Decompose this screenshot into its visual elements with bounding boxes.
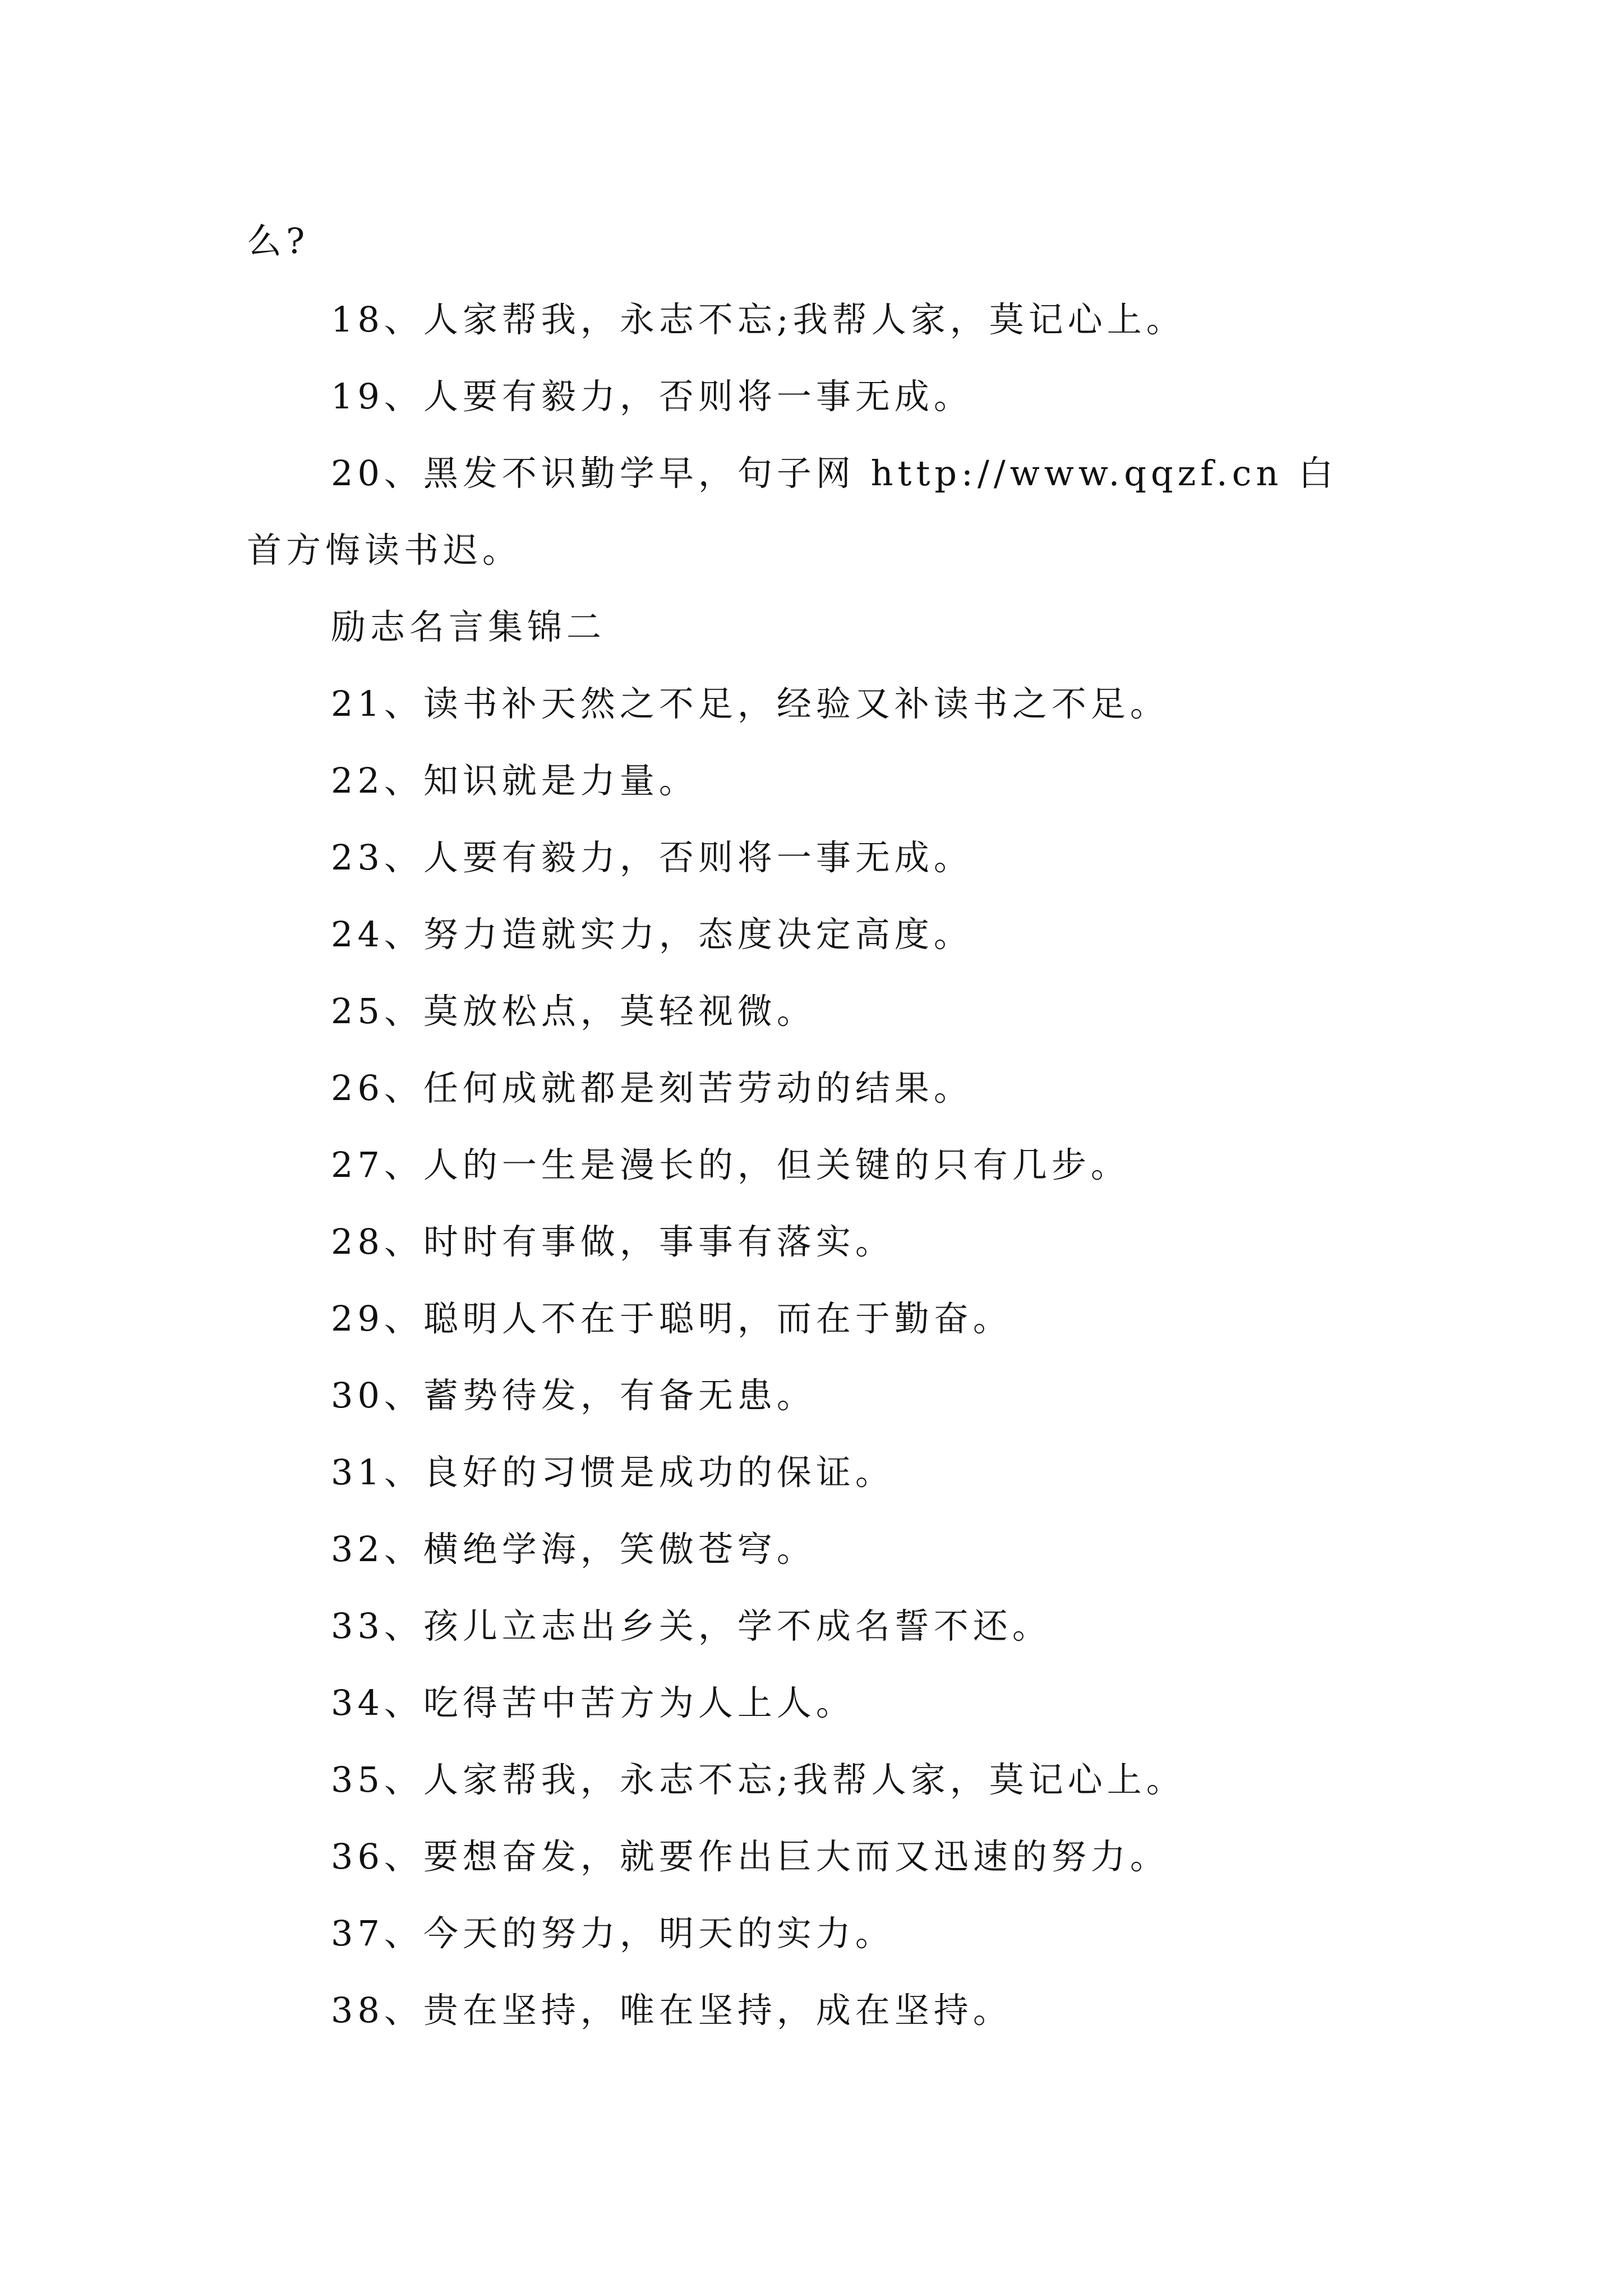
list-item: 36、要想奋发，就要作出巨大而又迅速的努力。 — [331, 1836, 1169, 1877]
section-heading: 励志名言集锦二 — [331, 606, 606, 647]
list-item: 28、时时有事做，事事有落实。 — [331, 1221, 895, 1262]
list-item: 24、努力造就实力，态度决定高度。 — [331, 914, 973, 955]
list-item: 20、黑发不识勤学早，句子网 http://www.qqzf.cn 白 — [331, 453, 1338, 494]
list-item: 26、任何成就都是刻苦劳动的结果。 — [331, 1068, 973, 1108]
list-item: 31、良好的习惯是成功的保证。 — [331, 1452, 895, 1493]
list-item: 37、今天的努力，明天的实力。 — [331, 1913, 895, 1954]
list-item: 38、贵在坚持，唯在坚持，成在坚持。 — [331, 1990, 1012, 2031]
list-item: 33、孩儿立志出乡关，学不成名誓不还。 — [331, 1605, 1052, 1646]
list-item: 23、人要有毅力，否则将一事无成。 — [331, 837, 973, 878]
list-item: 18、人家帮我，永志不忘;我帮人家，莫记心上。 — [331, 299, 1186, 340]
list-item: 34、吃得苦中苦方为人上人。 — [331, 1682, 855, 1723]
list-item-continuation: 首方悔读书迟。 — [247, 530, 522, 570]
list-item: 30、蓄势待发，有备无患。 — [331, 1375, 816, 1416]
list-item: 35、人家帮我，永志不忘;我帮人家，莫记心上。 — [331, 1759, 1186, 1800]
list-item: 19、人要有毅力，否则将一事无成。 — [331, 376, 973, 417]
list-item: 22、知识就是力量。 — [331, 760, 698, 801]
list-item: 25、莫放松点，莫轻视微。 — [331, 991, 816, 1032]
continuation-line: 么? — [247, 220, 310, 261]
list-item: 32、横绝学海，笑傲苍穹。 — [331, 1529, 816, 1570]
list-item: 21、读书补天然之不足，经验又补读书之不足。 — [331, 683, 1169, 724]
list-item: 27、人的一生是漫长的，但关键的只有几步。 — [331, 1144, 1130, 1185]
list-item: 29、聪明人不在于聪明，而在于勤奋。 — [331, 1298, 1012, 1339]
